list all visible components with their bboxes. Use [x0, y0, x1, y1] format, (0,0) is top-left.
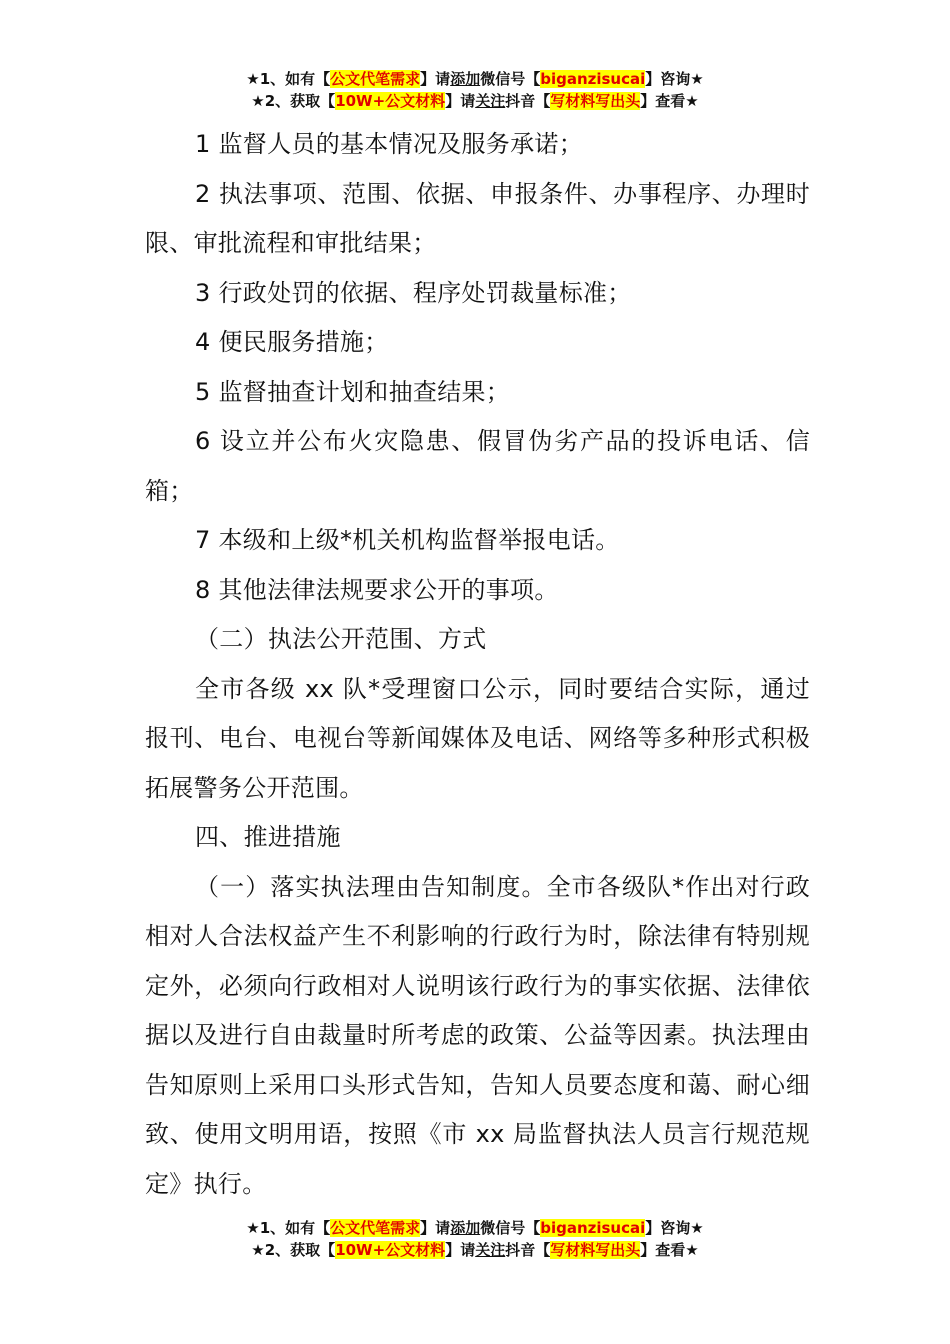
highlight-service: 公文代笔需求 [330, 70, 421, 88]
banner-line-2: ★2、获取【10W+公文材料】请关注抖音【写材料写出头】查看★ [251, 1241, 699, 1259]
paragraph: 7 本级和上级*机关机构监督举报电话。 [195, 526, 620, 554]
paragraph: 全市各级 xx 队*受理窗口公示，同时要结合实际，通过报刊、电台、电视台等新闻媒体及电话、网络等多种形式积极拓展警务公开范围。 [145, 674, 810, 802]
highlight-wechat-id: biganzisucai [540, 70, 646, 88]
section-heading: 四、推进措施 [195, 823, 341, 851]
paragraph: 4 便民服务措施； [195, 328, 389, 356]
highlight-douyin: 写材料写出头 [550, 92, 641, 110]
banner-line-1: ★1、如有【公文代笔需求】请添加微信号【biganzisucai】咨询★ [246, 70, 704, 88]
paragraph: （一）落实执法理由告知制度。全市各级队*作出对行政相对人合法权益产生不利影响的行政行为时，除法律有特别规定外，必须向行政相对人说明该行政行为的事实依据、法律依据以及进行自由裁量时所考虑的政策、公益等因素。执法理由告知原则上采用口头形式告知，告知人员要态度和蔼、耐心细致、使用文明用语，按照《市 xx 局监督执法人员言行规范规定》执行。 [145, 872, 810, 1198]
section-heading: （二）执法公开范围、方式 [195, 625, 487, 653]
highlight-douyin: 写材料写出头 [550, 1241, 641, 1259]
document-body [145, 120, 810, 1209]
highlight-wechat-id: biganzisucai [540, 1219, 646, 1237]
paragraph: 2 执法事项、范围、依据、申报条件、办事程序、办理时限、审批流程和审批结果； [145, 179, 810, 257]
paragraph: 5 监督抽查计划和抽查结果； [195, 377, 511, 406]
paragraph: 1 监督人员的基本情况及服务承诺； [195, 130, 583, 158]
paragraph: 3 行政处罚的依据、程序处罚裁量标准； [195, 278, 632, 307]
banner-line-2: ★2、获取【10W+公文材料】请关注抖音【写材料写出头】查看★ [251, 92, 699, 110]
highlight-materials: 10W+公文材料 [335, 92, 446, 110]
paragraph: 8 其他法律法规要求公开的事项。 [195, 575, 559, 604]
header-banner [0, 68, 950, 112]
footer-banner [0, 1217, 950, 1261]
paragraph: 6 设立并公布火灾隐患、假冒伪劣产品的投诉电话、信箱； [145, 427, 810, 505]
banner-line-1: ★1、如有【公文代笔需求】请添加微信号【biganzisucai】咨询★ [246, 1219, 704, 1237]
highlight-materials: 10W+公文材料 [335, 1241, 446, 1259]
highlight-service: 公文代笔需求 [330, 1219, 421, 1237]
